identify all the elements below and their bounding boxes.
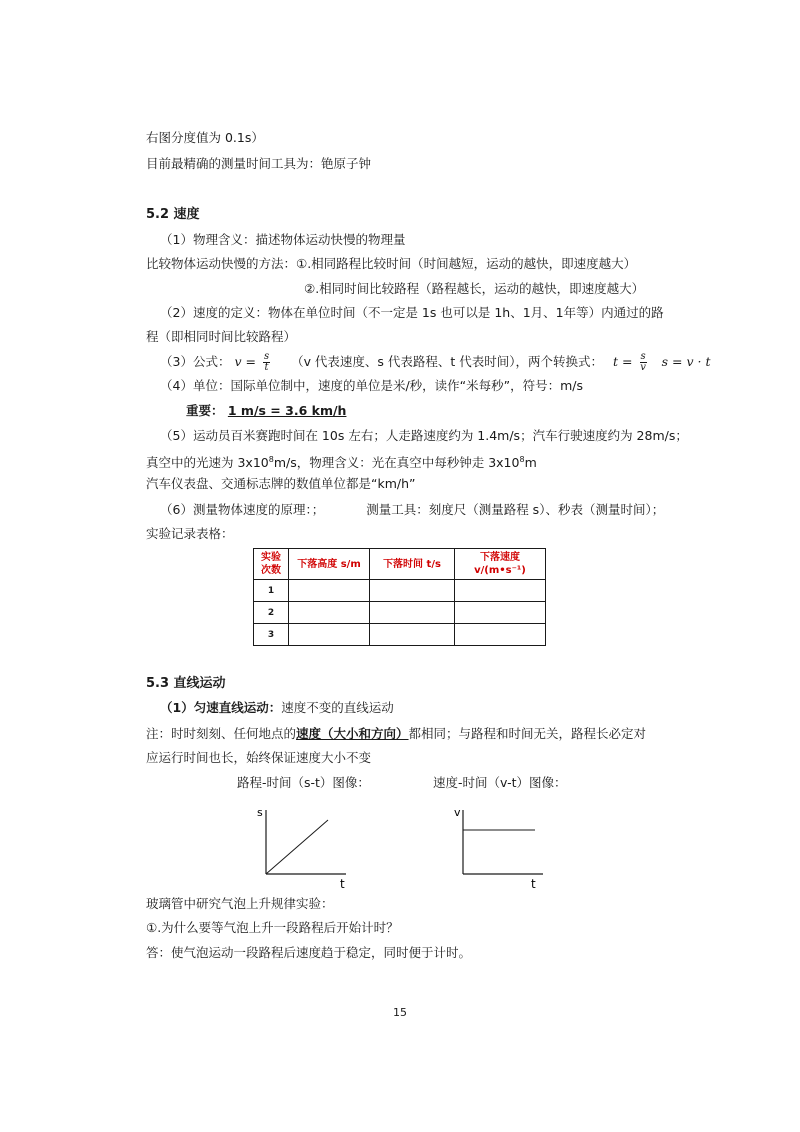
text-line: 比较物体运动快慢的方法：①.相同路程比较时间（时间越短，运动的越快，即速度越大） [146, 256, 637, 271]
text-span: 速度不变的直线运动 [281, 700, 394, 715]
text-line: 玻璃管中研究气泡上升规律实验： [146, 896, 334, 911]
important-value: 1 m/s = 3.6 km/h [227, 403, 347, 418]
header-line: v/(m•s⁻¹) [474, 565, 526, 576]
table-cell [455, 602, 546, 624]
section-heading-5-2: 5.2 速度 [146, 207, 200, 222]
x-axis-label: t [340, 877, 345, 890]
table-header-row [254, 549, 546, 580]
table-header: 下落高度 s/m [289, 549, 370, 580]
table-cell: 2 [254, 602, 289, 624]
text-line [146, 726, 646, 742]
y-axis-label: v [454, 806, 461, 819]
table-header [254, 549, 289, 580]
table-cell: 3 [254, 624, 289, 646]
table-cell [370, 624, 455, 646]
record-table [253, 548, 546, 646]
st-graph [250, 798, 360, 890]
table-cell [455, 580, 546, 602]
important-label: 重要： [186, 403, 224, 418]
text-span: m [524, 455, 537, 471]
fraction-s-over-v [640, 352, 647, 373]
text-line: 应运行时间也长，始终保证速度大小不变 [146, 750, 372, 765]
fraction-denominator: t [264, 362, 269, 373]
text-line: ②.相同时间比较路程（路程越长，运动的越快，即速度越大） [304, 281, 645, 296]
table-row [254, 624, 546, 646]
header-line: 下落速度 [480, 552, 520, 563]
graph-caption-vt: 速度-时间（v-t）图像： [433, 775, 567, 790]
text-line: 答：使气泡运动一段路程后速度趋于稳定，同时便于计时。 [146, 945, 472, 960]
formula-v: v = [234, 354, 256, 369]
text-span: 测量工具：刻度尺（测量路程 s）、秒表（测量时间）； [366, 502, 665, 517]
table-cell [370, 602, 455, 624]
table-cell [289, 624, 370, 646]
table-cell: 1 [254, 580, 289, 602]
x-axis-label: t [531, 877, 536, 890]
formula-label: （3）公式： [160, 354, 231, 369]
text-line: 右图分度值为 0.1s） [146, 130, 264, 145]
text-line [160, 502, 664, 518]
term-label: （1）匀速直线运动： [160, 700, 282, 715]
text-line: 汽车仪表盘、交通标志牌的数值单位都是“km/h” [146, 476, 416, 491]
y-axis-label: s [257, 806, 263, 819]
graph-caption-st: 路程-时间（s-t）图像： [237, 775, 370, 790]
table-row [254, 602, 546, 624]
text-span: 注：时时刻刻、任何地点的 [146, 726, 297, 741]
exponent: 8 [268, 455, 274, 464]
text-line: 实验记录表格： [146, 526, 234, 541]
text-span: m/s，物理含义：光在真空中每秒钟走 3x10 [273, 455, 520, 471]
formula-t: t = [613, 354, 633, 369]
text-line: 目前最精确的测量时间工具为：铯原子钟 [146, 156, 372, 171]
table-cell [370, 580, 455, 602]
table-row [254, 580, 546, 602]
table-header [455, 549, 546, 580]
text-span: 都相同；与路程和时间无关，路程长必定对 [408, 726, 647, 741]
text-line [146, 452, 537, 471]
fraction-s-over-t [263, 352, 270, 373]
page-number: 15 [393, 1006, 407, 1019]
table-cell [289, 602, 370, 624]
vt-graph [447, 798, 557, 890]
text-line: （5）运动员百米赛跑时间在 10s 左右；人走路速度约为 1.4m/s；汽车行驶速度约为 28m/s； [160, 428, 688, 443]
text-span: 真空中的光速为 3x10 [146, 455, 269, 471]
section-heading-5-3: 5.3 直线运动 [146, 676, 226, 691]
text-line: （1）物理含义：描述物体运动快慢的物理量 [160, 232, 406, 247]
text-line: 程（即相同时间比较路程） [146, 329, 297, 344]
st-line [266, 820, 328, 874]
table-cell [289, 580, 370, 602]
header-line: 实验 [261, 552, 281, 563]
text-line [160, 700, 394, 716]
text-line: （2）速度的定义：物体在单位时间（不一定是 1s 也可以是 1h、1月、1年等）内通过的路 [160, 305, 664, 320]
fraction-denominator: v [640, 362, 646, 373]
text-line: ①.为什么要等气泡上升一段路程后开始计时？ [146, 920, 399, 935]
formula-s: s = v · t [661, 354, 711, 369]
table-header: 下落时间 t/s [370, 549, 455, 580]
fraction-numerator: s [640, 351, 646, 362]
formula-line [160, 352, 710, 373]
exponent: 8 [519, 455, 525, 464]
table-cell [455, 624, 546, 646]
important-note [186, 403, 346, 419]
emphasis-text: 速度（大小和方向） [296, 726, 409, 741]
fraction-numerator: s [263, 351, 270, 362]
text-line: （4）单位：国际单位制中，速度的单位是米/秒，读作“米每秒”，符号：m/s [160, 378, 584, 393]
header-line: 次数 [261, 565, 281, 576]
formula-note: （v 代表速度、s 代表路程、t 代表时间），两个转换式： [291, 354, 604, 369]
text-span: （6）测量物体速度的原理：； [160, 502, 325, 517]
